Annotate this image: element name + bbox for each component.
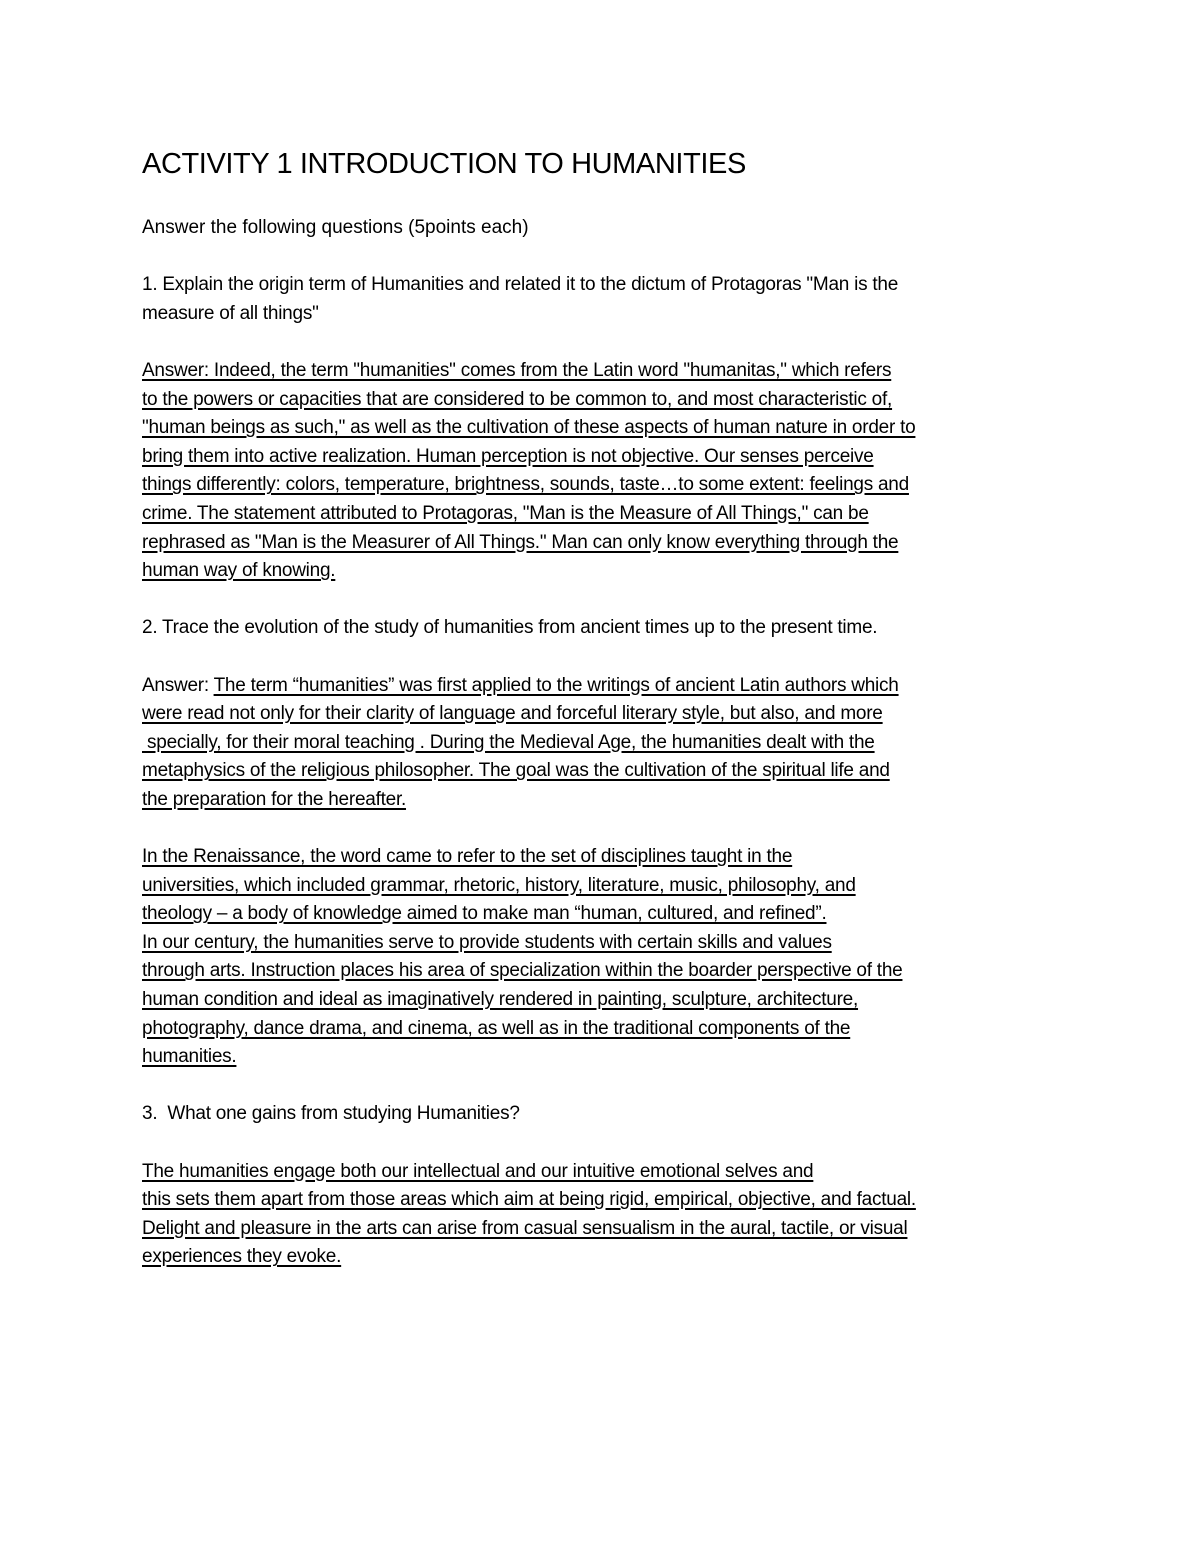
answer-line: this sets them apart from those areas which aim at being rigid, empirical, objective, and factual. (142, 1189, 916, 1211)
answer-label: Answer: (142, 674, 214, 696)
answer-line: Delight and pleasure in the arts can arise from casual sensualism in the aural, tactile, or visual (142, 1217, 908, 1239)
question-3 (142, 1100, 1072, 1129)
answer-line: humanities. (142, 1046, 237, 1068)
answer-line: universities, which included grammar, rhetoric, history, literature, music, philosophy, and (142, 874, 856, 896)
question-line: measure of all things" (142, 302, 319, 324)
answer-line: crime. The statement attributed to Protagoras, "Man is the Measure of All Things," can be (142, 502, 869, 524)
instructions-text: Answer the following questions (5points each) (142, 217, 529, 238)
answer-line: photography, dance drama, and cinema, as well as in the traditional components of the (142, 1017, 851, 1039)
answer-3 (142, 1158, 1072, 1272)
answer-line: through arts. Instruction places his area of specialization within the boarder perspective of the (142, 960, 903, 982)
question-2 (142, 614, 1072, 643)
answer-line: things differently: colors, temperature, brightness, sounds, taste…to some extent: feelings and (142, 474, 909, 496)
answer-line: theology – a body of knowledge aimed to make man “human, cultured, and refined”. (142, 903, 827, 925)
answer-line: rephrased as "Man is the Measurer of All Things." Man can only know everything through the (142, 531, 899, 553)
answer-line: to the powers or capacities that are considered to be common to, and most characteristic of, (142, 388, 893, 410)
answer-line: In our century, the humanities serve to provide students with certain skills and values (142, 931, 832, 953)
answer-line: Answer: Indeed, the term "humanities" comes from the Latin word "humanitas," which refers (142, 359, 892, 381)
answer-line: metaphysics of the religious philosopher. The goal was the cultivation of the spiritual life and (142, 760, 890, 782)
answer-text: The term “humanities” was first applied to the writings of ancient Latin authors which (213, 674, 899, 696)
question-1 (142, 271, 1072, 328)
question-line: 1. Explain the origin term of Humanities and related it to the dictum of Protagoras "Man is the (142, 274, 899, 296)
answer-line: the preparation for the hereafter. (142, 788, 407, 810)
answer-line: bring them into active realization. Human perception is not objective. Our senses perceive (142, 445, 874, 467)
answer-2 (142, 672, 1072, 815)
answer-line: human way of knowing. (142, 560, 336, 582)
answer-line: human condition and ideal as imaginatively rendered in painting, sculpture, architecture, (142, 989, 859, 1011)
answer-line: The humanities engage both our intellectual and our intuitive emotional selves and (142, 1160, 814, 1182)
answer-2-paragraph-2 (142, 843, 1072, 1072)
answer-line: "human beings as such," as well as the cultivation of these aspects of human nature in order to (142, 417, 916, 439)
answer-line: experiences they evoke. (142, 1246, 342, 1268)
answer-line: specially, for their moral teaching . During the Medieval Age, the humanities dealt with the (142, 731, 875, 753)
answer-line: In the Renaissance, the word came to refer to the set of disciplines taught in the (142, 846, 793, 868)
question-line: 3. What one gains from studying Humanities? (142, 1103, 520, 1125)
answer-line (142, 672, 1072, 701)
answer-line: were read not only for their clarity of language and forceful literary style, but also, and more (142, 703, 883, 725)
document-title: ACTIVITY 1 INTRODUCTION TO HUMANITIES (142, 148, 746, 180)
answer-1 (142, 357, 1072, 586)
document-body (142, 146, 1072, 1272)
question-line: 2. Trace the evolution of the study of humanities from ancient times up to the present time. (142, 617, 878, 639)
